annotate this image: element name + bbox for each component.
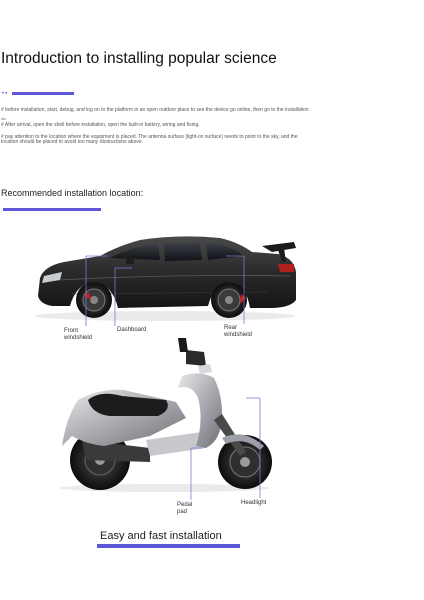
instruction-line: # After arrival, open the shell before installation, open the built-in battery, wiring and fixing.	[1, 122, 200, 128]
label-dashboard: Dashboard	[117, 327, 147, 333]
label-line: Rear	[224, 325, 238, 331]
label-line: Front	[64, 328, 79, 334]
car-illustration	[35, 236, 296, 321]
label-headlight: Headlight	[241, 500, 267, 506]
label-front-windshield	[64, 328, 92, 342]
label-line: Pedal	[177, 502, 193, 508]
page-title: Introduction to installing popular science	[1, 50, 277, 67]
label-rear-windshield	[224, 325, 252, 339]
label-line: pad	[177, 509, 188, 515]
title-dots: ••	[2, 91, 9, 97]
instruction-line: site.	[1, 117, 7, 121]
label-line: windshield	[64, 335, 93, 341]
section-title: Recommended installation location:	[1, 188, 144, 198]
instruction-line: location should be placed to avoid too many obstructions above.	[1, 139, 144, 145]
scooter-illustration	[60, 338, 272, 492]
footer-text: Easy and fast installation	[100, 530, 222, 542]
instruction-line: # before installation, start, debug, and log on to the platform in an open outdoor place to see the device go online, then go to the installation	[1, 107, 309, 113]
label-pedal-pad	[177, 502, 192, 516]
label-line: windshield	[224, 332, 253, 338]
instruction-line: # pay attention to the location where the equipment is placed. The antenna surface (light-on surface) needs to point to the sky, and the	[1, 134, 298, 140]
footer-underline	[97, 544, 240, 548]
